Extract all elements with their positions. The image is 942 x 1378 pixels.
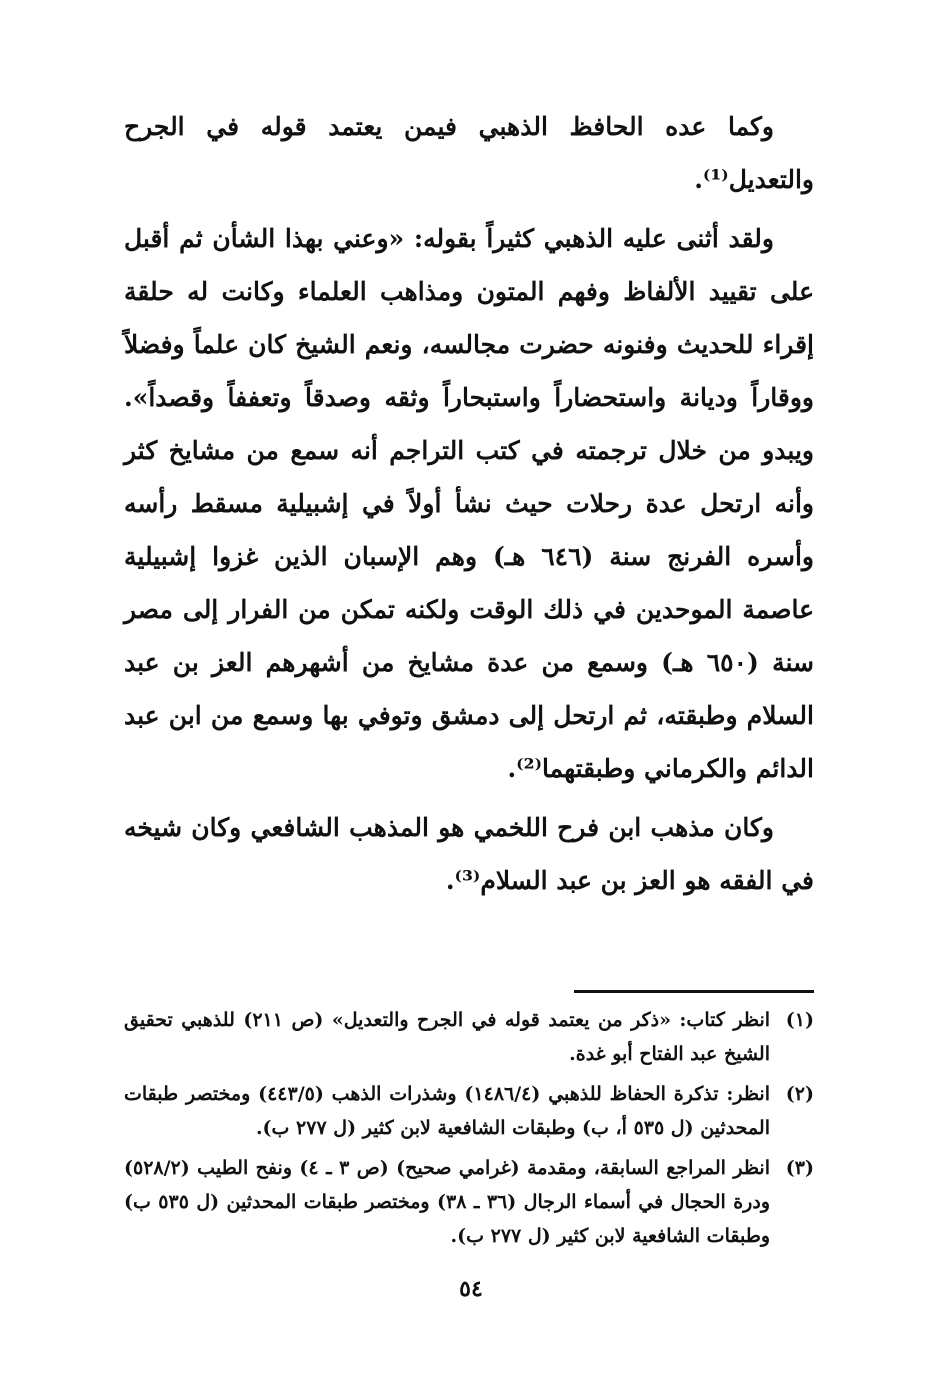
main-text bbox=[124, 100, 814, 913]
footnotes bbox=[124, 1003, 814, 1259]
footnote-number: (٣) bbox=[785, 1157, 814, 1179]
footnote-2 bbox=[124, 1077, 814, 1145]
footnote-number: (١) bbox=[785, 1009, 814, 1031]
footnote-divider bbox=[574, 990, 814, 993]
paragraph-3: وكان مذهب ابن فرح اللخمي هو المذهب الشافعي وكان شيخه في الفقه هو العز بن عبد السلام⁽³⁾. bbox=[124, 813, 814, 895]
footnote-text: انظر كتاب: «ذكر من يعتمد قوله في الجرح والتعديل» (ص ٢١١) للذهبي تحقيق الشيخ عبد الفتاح أبو غدة. bbox=[124, 1009, 771, 1065]
paragraph-1: وكما عده الحافظ الذهبي فيمن يعتمد قوله في الجرح والتعديل⁽¹⁾. bbox=[124, 112, 814, 194]
footnote-text: انظر المراجع السابقة، ومقدمة (غرامي صحيح) (ص ٣ ـ ٤) ونفح الطيب (٥٢٨/٢) ودرة الحجال في أسماء الرجال (٣٦ ـ ٣٨) ومختصر طبقات المحدثين (ل ٥٣٥ ب) وطبقات الشافعية لابن كثير (ل ٢٧٧ ب). bbox=[124, 1157, 770, 1247]
page-number: ٥٤ bbox=[459, 1276, 483, 1302]
footnote-1 bbox=[124, 1003, 814, 1071]
footnote-text: انظر: تذكرة الحفاظ للذهبي (١٤٨٦/٤) وشذرات الذهب (٤٤٣/٥) ومختصر طبقات المحدثين (ل ٥٣٥ أ، ب) وطبقات الشافعية لابن كثير (ل ٢٧٧ ب). bbox=[124, 1083, 770, 1139]
footnote-number: (٢) bbox=[785, 1083, 814, 1105]
footnote-3 bbox=[124, 1151, 814, 1253]
paragraph-2: ولقد أثنى عليه الذهبي كثيراً بقوله: «وعني بهذا الشأن ثم أقبل على تقييد الألفاظ وفهم المتون ومذاهب العلماء وكانت له حلقة إقراء للحديث وفنونه حضرت مجالسه، ونعم الشيخ كان علماً وفضلاً ووقاراً وديانة واستحضاراً واستبحاراً وثقه وصدقاً وتعففاً وقصداً». ويبدو من خلال ترجمته في كتب التراجم أنه سمع من مشايخ كثر وأنه ارتحل عدة رحلات حيث نشأ أولاً في إشبيلية مسقط رأسه وأسره الفرنج سنة (٦٤٦ هـ) وهم الإسبان الذين غزوا إشبيلية عاصمة الموحدين في ذلك الوقت ولكنه تمكن من الفرار إلى مصر سنة (٦٥٠ هـ) وسمع من عدة مشايخ من أشهرهم العز بن عبد السلام وطبقته، ثم ارتحل إلى دمشق وتوفي بها وسمع من ابن عبد الدائم والكرماني وطبقتهما⁽²⁾. bbox=[124, 224, 814, 783]
